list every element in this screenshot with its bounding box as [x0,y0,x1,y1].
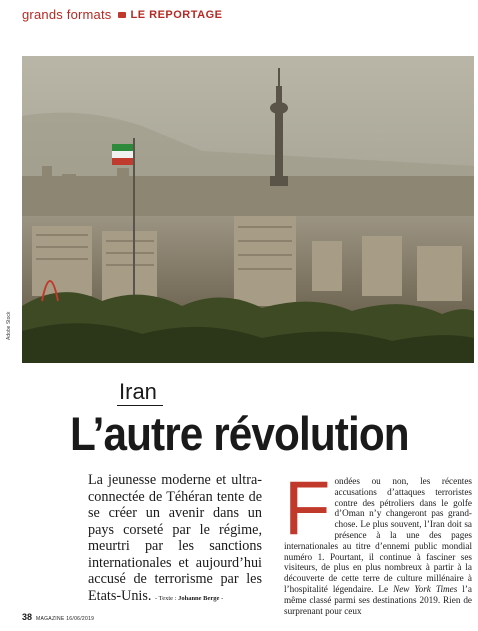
article-body [284,466,472,616]
article-standfirst [88,472,262,607]
photo-credit: Adobe Stock [6,311,12,340]
drop-cap: F [284,466,331,551]
page-number: 38 [22,612,33,622]
body-text-2: l’a même classé parmi ses destinations 2019. Rien de surprenant pour ceux [284,583,472,616]
standfirst-text: La jeunesse moderne et ultra-connectée de Téhéran tente de se créer un avenir dans un pays corseté par le régime, meurtri par les sanctions internationales et aujourd’hui accusé de terrorisme par les Etats-Unis. [88,472,262,604]
rubric-label: LE REPORTAGE [130,8,223,21]
issue-info: MAGAZINE 16/06/2019 [36,616,95,622]
page-header [22,7,223,22]
body-text-1: ondées ou non, les récentes accusations d’attaques terroristes contre des pétroliers dans le golfe d’Oman n’y changeront pas grand-chose. Le plus souvent, l’Iran doit sa présence à la une des pages internationales au titre d’ennemi public mondial numéro 1. Pourtant, il continue à fasciner ses visiteurs, de plus en plus nombreux à partir à la découverte de cette terre de culture millénaire à l’hospitalité légendaire. Le [284,476,472,594]
page-footer [22,612,94,622]
byline-author: Johanne Berge [178,594,220,602]
byline-suffix: - [221,594,224,602]
article-headline: L’autre révolution [70,407,409,460]
section-name: grands formats [22,7,112,22]
separator-square-icon [118,12,126,18]
byline-prefix: - Texte : [155,594,177,602]
body-publication: New York Times [393,583,458,594]
tehran-skyline-photo [22,56,474,363]
byline [155,595,223,602]
article-kicker: Iran [117,380,163,406]
